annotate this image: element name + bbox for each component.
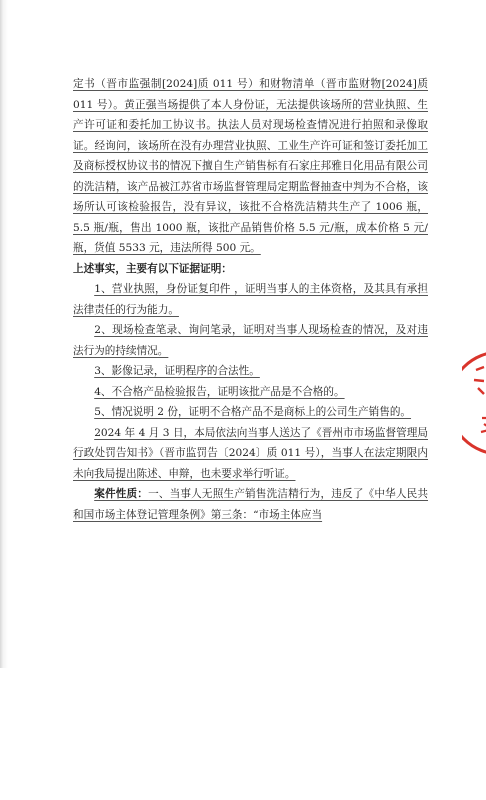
evidence-item-1: 1、营业执照，身份证复印件 ，证明当事人的主体资格，及其具有承担法律责任的行为能力。 xyxy=(73,283,428,316)
blank-bottom-area xyxy=(0,668,486,800)
evidence-item-2: 2、现场检查笔录、询问笔录，证明对当事人现场检查的情况，及对违法行为的持续情况。 xyxy=(73,324,428,357)
red-seal-stamp-icon xyxy=(462,348,486,458)
case-nature-paragraph xyxy=(73,484,428,525)
evidence-heading: 上述事实，主要有以下证据证明： xyxy=(73,262,232,275)
page-edge-shadow xyxy=(0,0,8,668)
case-nature-text: 一、当事人无照生产销售洗洁精行为，违反了《中华人民共和国市场主体登记管理条例》第三条：“市场主体应当 xyxy=(73,488,429,521)
evidence-item-4: 4、不合格产品检验报告，证明该批产品是不合格的。 xyxy=(94,385,345,398)
evidence-item-3: 3、影像记录，证明程序的合法性。 xyxy=(94,365,260,377)
case-nature-label: 案件性质： xyxy=(94,488,149,500)
evidence-item-5: 5、情况说明 2 份，证明不合格产品不是商标上的公司生产销售的。 xyxy=(94,406,412,418)
paragraph-facts: 定书（晋市监强制[2024]质 011 号）和财物清单（晋市监财物[2024]质 011 号）。黄正强当场提供了本人身份证，无法提供该场所的营业执照、生产许可证和委托加工协议书。执法人员对现场检查情况进行拍照和录像取证。经询问，该场所在没有办理营业执照、工业生产许可证和签订委托加工及商标授权协议书的情况下擅自生产销售标有石家庄邦雅日化用品有限公司的洗洁精，该产品被江苏省市场监督管理局定期监督抽查中判为不合格，该场所认可该检验报告，没有异议，该批不合格洗洁精共生产了 1006 瓶，5.5 瓶/瓶，售出 1000 瓶，该批产品销售价格 5.5 元/瓶，成本价格 5 元/瓶，货值 5533 元，违法所得 500 元。 xyxy=(73,78,428,254)
document-body xyxy=(73,74,428,525)
notice-paragraph: 2024 年 4 月 3 日，本局依法向当事人送达了《晋州市市场监督管理局行政处罚告知书》（晋市监罚告〔2024〕质 011 号），当事人在法定期限内未向我局提出陈述、申辩，也未要求举行听证。 xyxy=(73,426,428,480)
